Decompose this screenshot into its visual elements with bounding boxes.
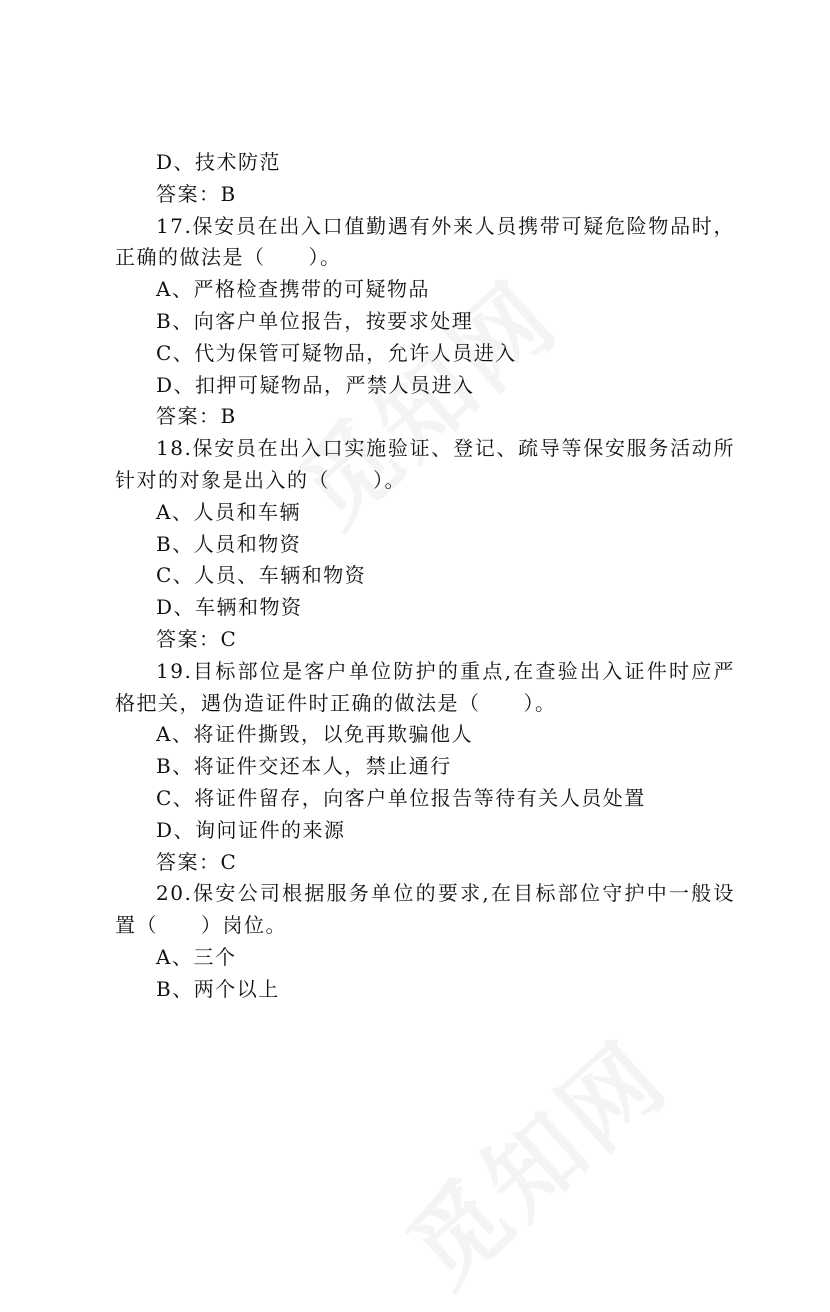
option-b: B、向客户单位报告，按要求处理 (156, 308, 474, 333)
watermark (373, 1005, 692, 1312)
option-b: B、人员和物资 (156, 531, 302, 556)
option-b: B、将证件交还本人，禁止通行 (156, 754, 452, 779)
option-d: D、车辆和物资 (156, 595, 303, 620)
question-text: 20.保安公司根据服务单位的要求,在目标部位守护中一般设置（ ）岗位。 (115, 881, 735, 938)
question-text: 18.保安员在出入口实施验证、登记、疏导等保安服务活动所针对的对象是出入的（ ）。 (115, 436, 735, 492)
answer: 答案：B (156, 404, 237, 429)
question-block (115, 433, 735, 656)
option-a: A、人员和车辆 (156, 499, 301, 524)
question-text: 17.保安员在出入口值勤遇有外来人员携带可疑危险物品时，正确的做法是（ ）。 (115, 213, 735, 270)
answer: 答案：B (156, 181, 237, 206)
option-d: D、技术防范 (156, 150, 282, 174)
option-c: C、将证件留存，向客户单位报告等待有关人员处置 (156, 785, 646, 810)
document-content (115, 147, 735, 1006)
option-a: A、三个 (156, 944, 237, 969)
option-d: D、扣押可疑物品，严禁人员进入 (156, 372, 475, 397)
answer: 答案：C (156, 626, 238, 651)
option-d: D、询问证件的来源 (156, 817, 346, 842)
option-a: A、严格检查携带的可疑物品 (156, 277, 430, 302)
question-block (115, 656, 735, 879)
question-block (115, 878, 735, 1005)
question-block (115, 211, 735, 434)
option-a: A、将证件撕毁，以免再欺骗他人 (156, 722, 473, 747)
answer: 答案：C (156, 849, 238, 874)
option-b: B、两个以上 (156, 976, 280, 1001)
question-text: 19.目标部位是客户单位防护的重点,在查验出入证件时应严格把关，遇伪造证件时正确的做法是（ ）。 (115, 658, 735, 715)
option-c: C、人员、车辆和物资 (156, 563, 367, 588)
option-c: C、代为保管可疑物品，允许人员进入 (156, 340, 517, 365)
